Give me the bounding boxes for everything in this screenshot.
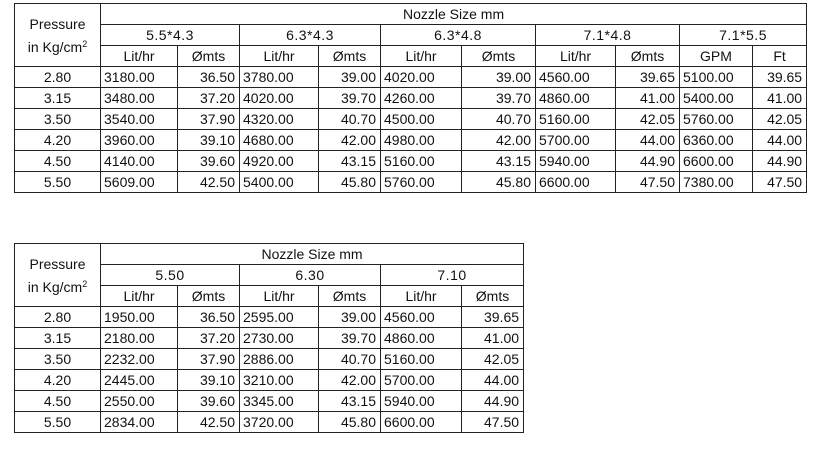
flow-rate-cell: 5940.00 [381,391,462,412]
sub-column-header: Ømts [462,46,536,67]
diameter-cell: 41.00 [462,328,524,349]
diameter-cell: 39.60 [178,391,240,412]
flow-rate-cell: 2445.00 [101,370,178,391]
diameter-cell: 40.70 [319,109,381,130]
diameter-cell: 39.60 [178,151,240,172]
diameter-cell: 39.10 [178,370,240,391]
nozzle-table-1 [14,3,807,193]
flow-rate-cell: 2834.00 [101,412,178,433]
pressure-cell: 5.50 [15,412,101,433]
sub-column-header: Lit/hr [381,286,462,307]
sub-column-header: GPM [680,46,753,67]
flow-rate-cell: 3540.00 [101,109,178,130]
sub-column-header: Lit/hr [381,46,462,67]
flow-rate-cell: 4680.00 [240,130,319,151]
diameter-cell: 39.00 [319,307,381,328]
flow-rate-cell: 4860.00 [536,88,616,109]
diameter-cell: 42.50 [178,172,240,193]
sub-column-header: Ømts [319,46,381,67]
flow-rate-cell: 5160.00 [536,109,616,130]
flow-rate-cell: 3720.00 [240,412,319,433]
diameter-cell: 41.00 [753,88,807,109]
nozzle-group-header: 6.30 [240,265,381,286]
pressure-column-header [15,4,101,67]
flow-rate-cell: 5700.00 [381,370,462,391]
flow-rate-cell: 7380.00 [680,172,753,193]
flow-rate-cell: 4500.00 [381,109,462,130]
table-row [15,151,807,172]
flow-rate-cell: 2730.00 [240,328,319,349]
flow-rate-cell: 3210.00 [240,370,319,391]
flow-rate-cell: 5940.00 [536,151,616,172]
diameter-cell: 37.90 [178,349,240,370]
pressure-cell: 4.20 [15,130,101,151]
flow-rate-cell: 4140.00 [101,151,178,172]
flow-rate-cell: 1950.00 [101,307,178,328]
table-row [15,328,524,349]
table-row [15,349,524,370]
pressure-cell: 3.15 [15,328,101,349]
diameter-cell: 47.50 [462,412,524,433]
sub-column-header: Ft [753,46,807,67]
sub-column-header: Lit/hr [240,46,319,67]
flow-rate-cell: 4560.00 [536,67,616,88]
flow-rate-cell: 2595.00 [240,307,319,328]
flow-rate-cell: 5400.00 [680,88,753,109]
flow-rate-cell: 6600.00 [536,172,616,193]
pressure-cell: 3.50 [15,349,101,370]
diameter-cell: 41.00 [616,88,680,109]
flow-rate-cell: 5160.00 [381,349,462,370]
pressure-cell: 3.15 [15,88,101,109]
table-2-body [15,307,524,433]
diameter-cell: 42.00 [462,130,536,151]
pressure-header-line1: Pressure [29,255,86,272]
sub-column-header: Lit/hr [101,286,178,307]
flow-rate-cell: 5609.00 [101,172,178,193]
diameter-cell: 39.65 [616,67,680,88]
flow-rate-cell: 4260.00 [381,88,462,109]
diameter-cell: 42.50 [178,412,240,433]
diameter-cell: 39.70 [462,88,536,109]
table-row [15,67,807,88]
flow-rate-cell: 3480.00 [101,88,178,109]
nozzle-size-title: Nozzle Size mm [101,4,807,25]
flow-rate-cell: 4560.00 [381,307,462,328]
flow-rate-cell: 2232.00 [101,349,178,370]
flow-rate-cell: 3960.00 [101,130,178,151]
pressure-unit-exponent: 2 [82,278,88,289]
table-row [15,370,524,391]
table-row [15,172,807,193]
table-row [15,307,524,328]
sub-column-header: Ømts [319,286,381,307]
diameter-cell: 37.90 [178,109,240,130]
diameter-cell: 37.20 [178,88,240,109]
nozzle-group-header: 7.1*4.8 [536,25,680,46]
flow-rate-cell: 4020.00 [240,88,319,109]
pressure-column-header [15,244,101,307]
sub-column-header: Ømts [616,46,680,67]
pressure-cell: 4.50 [15,151,101,172]
diameter-cell: 44.90 [616,151,680,172]
diameter-cell: 44.00 [616,130,680,151]
sub-column-header: Lit/hr [240,286,319,307]
diameter-cell: 44.90 [462,391,524,412]
diameter-cell: 39.70 [319,88,381,109]
diameter-cell: 44.00 [753,130,807,151]
pressure-header-line2 [15,34,100,57]
diameter-cell: 45.80 [319,172,381,193]
flow-rate-cell: 5160.00 [381,151,462,172]
pressure-unit: in Kg/cm [27,278,83,295]
diameter-cell: 36.50 [178,67,240,88]
flow-rate-cell: 5100.00 [680,67,753,88]
flow-rate-cell: 5700.00 [536,130,616,151]
flow-rate-cell: 5760.00 [381,172,462,193]
flow-rate-cell: 5400.00 [240,172,319,193]
pressure-cell: 3.50 [15,109,101,130]
sub-column-header: Ømts [462,286,524,307]
flow-rate-cell: 6600.00 [680,151,753,172]
table-row [15,391,524,412]
flow-rate-cell: 4860.00 [381,328,462,349]
diameter-cell: 42.05 [616,109,680,130]
diameter-cell: 39.00 [462,67,536,88]
flow-rate-cell: 3345.00 [240,391,319,412]
diameter-cell: 47.50 [616,172,680,193]
nozzle-table-2 [14,243,524,433]
nozzle-group-header: 6.3*4.8 [381,25,536,46]
diameter-cell: 40.70 [462,109,536,130]
pressure-cell: 4.20 [15,370,101,391]
pressure-header-line1: Pressure [29,15,86,32]
pressure-unit: in Kg/cm [27,38,83,55]
table-row [15,412,524,433]
table-row [15,109,807,130]
nozzle-group-header: 7.1*5.5 [680,25,807,46]
nozzle-group-header: 6.3*4.3 [240,25,381,46]
table-row [15,88,807,109]
pressure-cell: 2.80 [15,67,101,88]
diameter-cell: 47.50 [753,172,807,193]
diameter-cell: 43.15 [319,391,381,412]
pressure-cell: 5.50 [15,172,101,193]
sub-column-header: Ømts [178,46,240,67]
diameter-cell: 45.80 [319,412,381,433]
flow-rate-cell: 5760.00 [680,109,753,130]
flow-rate-cell: 6360.00 [680,130,753,151]
diameter-cell: 44.90 [753,151,807,172]
diameter-cell: 39.65 [462,307,524,328]
table-row [15,130,807,151]
flow-rate-cell: 4920.00 [240,151,319,172]
diameter-cell: 42.00 [319,370,381,391]
table-1-body [15,67,807,193]
flow-rate-cell: 4320.00 [240,109,319,130]
flow-rate-cell: 6600.00 [381,412,462,433]
flow-rate-cell: 4020.00 [381,67,462,88]
pressure-unit-exponent: 2 [82,38,88,49]
diameter-cell: 43.15 [462,151,536,172]
pressure-cell: 4.50 [15,391,101,412]
nozzle-size-title: Nozzle Size mm [101,244,524,265]
diameter-cell: 45.80 [462,172,536,193]
flow-rate-cell: 2180.00 [101,328,178,349]
diameter-cell: 37.20 [178,328,240,349]
flow-rate-cell: 4980.00 [381,130,462,151]
diameter-cell: 39.65 [753,67,807,88]
diameter-cell: 44.00 [462,370,524,391]
flow-rate-cell: 3180.00 [101,67,178,88]
diameter-cell: 36.50 [178,307,240,328]
sub-column-header: Lit/hr [101,46,178,67]
diameter-cell: 39.10 [178,130,240,151]
flow-rate-cell: 3780.00 [240,67,319,88]
diameter-cell: 40.70 [319,349,381,370]
sub-column-header: Ømts [178,286,240,307]
sub-column-header: Lit/hr [536,46,616,67]
flow-rate-cell: 2550.00 [101,391,178,412]
flow-rate-cell: 2886.00 [240,349,319,370]
diameter-cell: 39.00 [319,67,381,88]
pressure-header-line2 [15,274,100,297]
diameter-cell: 42.00 [319,130,381,151]
nozzle-group-header: 7.10 [381,265,524,286]
diameter-cell: 42.05 [462,349,524,370]
nozzle-group-header: 5.5*4.3 [101,25,240,46]
diameter-cell: 43.15 [319,151,381,172]
diameter-cell: 42.05 [753,109,807,130]
nozzle-group-header: 5.50 [101,265,240,286]
pressure-cell: 2.80 [15,307,101,328]
diameter-cell: 39.70 [319,328,381,349]
